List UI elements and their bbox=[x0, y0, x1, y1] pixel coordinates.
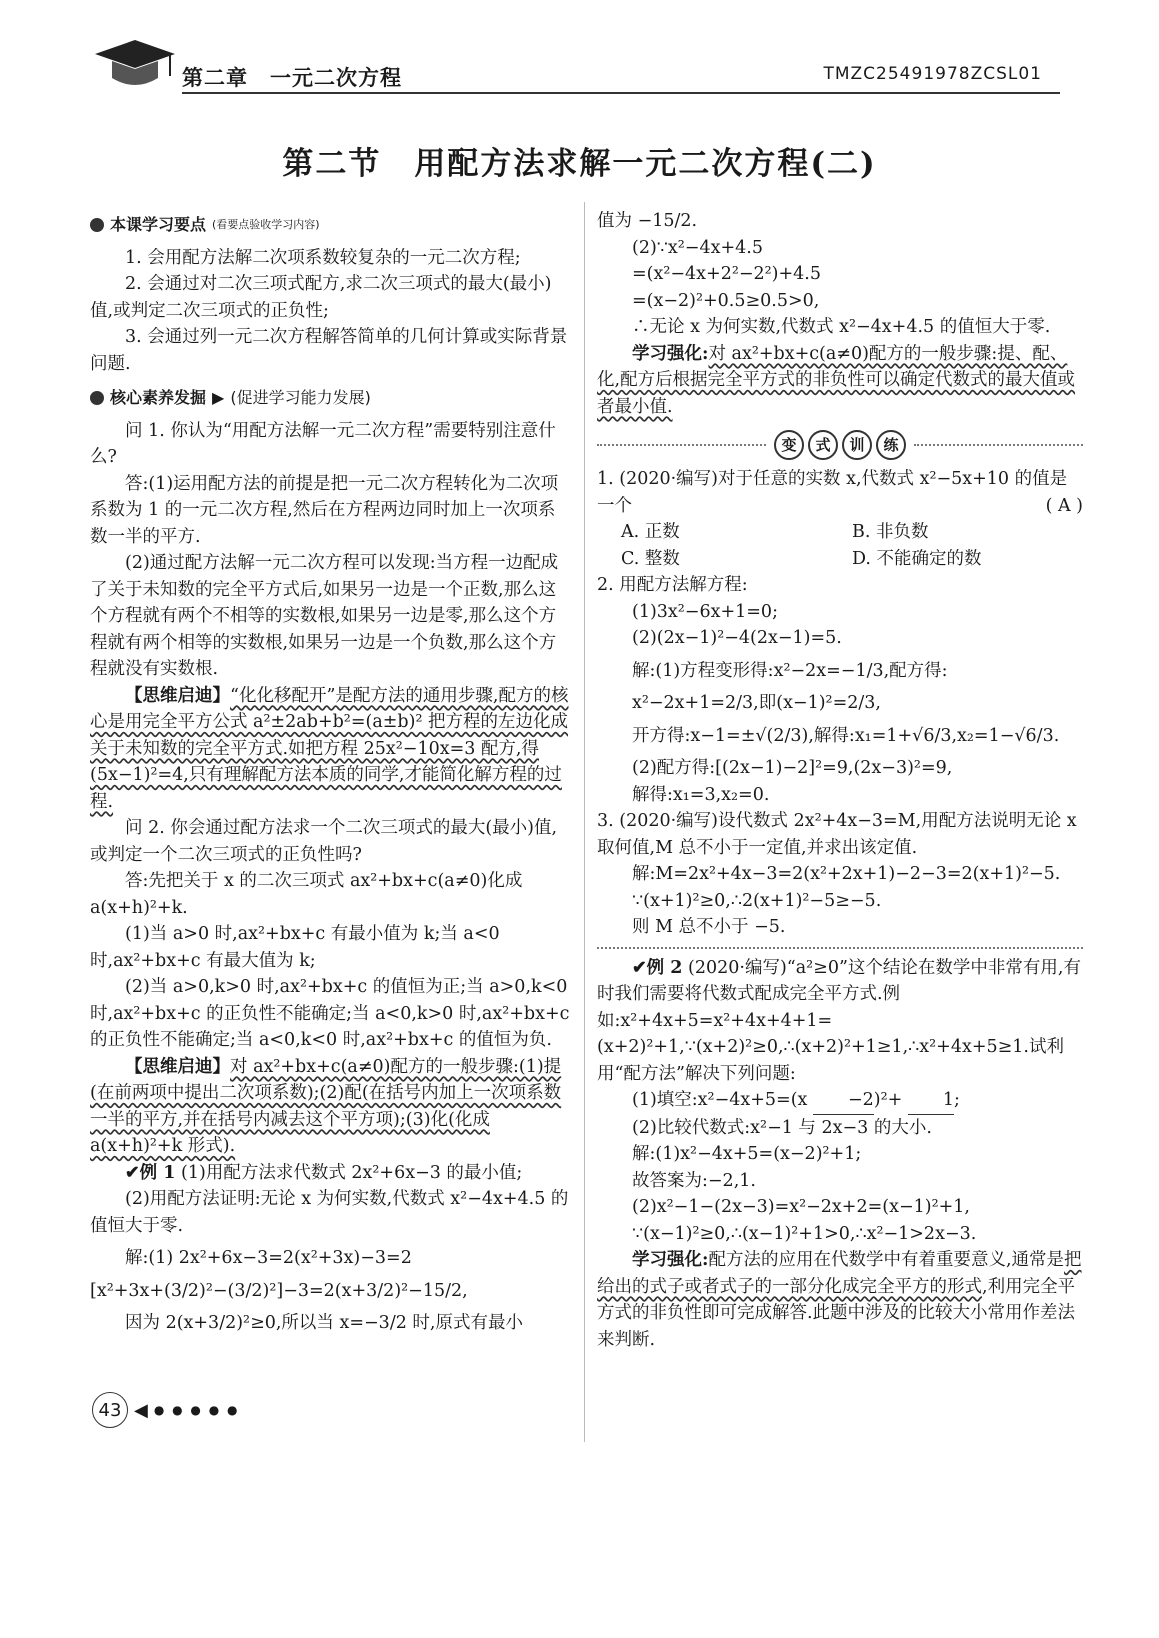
answer-2-intro: 答:先把关于 x 的二次三项式 ax²+bx+c(a≠0)化成 a(x+h)²+k. bbox=[90, 871, 523, 918]
problem-1: 1. (2020·编写)对于任意的实数 x,代数式 x²−5x+10 的值是一个 ( A ) bbox=[597, 469, 1083, 516]
decorative-dots: ● ● ● ● ● bbox=[153, 1403, 240, 1417]
bullet-icon bbox=[90, 218, 104, 232]
dotted-divider bbox=[597, 947, 1083, 949]
problem-2-solution-4: (2)配方得:[(2x−1)−2]²=9,(2x−3)²=9, bbox=[632, 758, 953, 778]
example-1-solution-1: 解:(1) 2x²+6x−3=2(x²+3x)−3=2 bbox=[125, 1248, 412, 1268]
arrow-left-icon: ◀ bbox=[134, 1399, 148, 1421]
page-number: 43 ◀ ● ● ● ● ● bbox=[92, 1392, 239, 1428]
section-title: 第二节 用配方法求解一元二次方程(二) bbox=[282, 146, 877, 182]
hint-2: 【思维启迪】对 ax²+bx+c(a≠0)配方的一般步骤:(1)提(在前两项中提出二次项系数);(2)配(在括号内加上一次项系数一半的平方,并在括号内减去这个平方项);(3)化(化成 a(x+h)²+k 形式). bbox=[90, 1056, 562, 1156]
checkmark-icon: ✔ bbox=[125, 1162, 140, 1183]
column-divider bbox=[584, 202, 585, 1442]
key-points-heading: 本课学习要点 (看要点验收学习内容) bbox=[90, 212, 570, 239]
answer-blank-2: 1 bbox=[908, 1087, 954, 1115]
bullet-icon bbox=[90, 391, 104, 405]
key-point-3: 3. 会通过列一元二次方程解答简单的几何计算或实际背景问题. bbox=[90, 327, 568, 374]
choice-a: A. 正数 bbox=[621, 522, 680, 542]
choice-c: C. 整数 bbox=[621, 548, 680, 569]
problem-2: 2. 用配方法解方程: bbox=[597, 575, 748, 595]
problem-2-solution-5: 解得:x₁=3,x₂=0. bbox=[632, 784, 770, 805]
problem-2-part-2: (2)(2x−1)²−4(2x−1)=5. bbox=[632, 628, 842, 648]
hint-1: 【思维启迪】“化化移配开”是配方法的通用步骤,配方的核心是用完全平方公式 a²±2ab+b²=(a±b)² 把方程的左边化成关于未知数的完全平方式.如把方程 25x²−10x=3 配方,得(5x−1)²=4,只有理解配方法本质的同学,才能简化解方程的过程. bbox=[90, 685, 569, 812]
question-2: 问 2. 你会通过配方法求一个二次三项式的最大(最小)值,或判定一个二次三项式的正负性吗? bbox=[90, 818, 558, 865]
right-column bbox=[597, 208, 1083, 1353]
study-strengthen-2: 学习强化:配方法的应用在代数学中有着重要意义,通常是把给出的式子或者式子的一部分化成完全平方的形式,利用完全平方式的非负性即可完成解答.此题中涉及的比较大小常用作差法来判断. bbox=[597, 1250, 1082, 1350]
checkmark-icon: ✔ bbox=[632, 957, 647, 978]
example-2-solution-2: 故答案为:−2,1. bbox=[632, 1170, 756, 1191]
example-2-question-2: (2)比较代数式:x²−1 与 2x−3 的大小. bbox=[632, 1117, 932, 1138]
problem-2-part-1: (1)3x²−6x+1=0; bbox=[632, 601, 778, 622]
page-header bbox=[90, 36, 1090, 96]
problem-3-solution-2: ∵(x+1)²≥0,∴2(x+1)²−5≥−5. bbox=[632, 890, 882, 911]
example-1-solution-3: 因为 2(x+3/2)²≥0,所以当 x=−3/2 时,原式有最小 bbox=[125, 1313, 523, 1333]
example-2-solution-4: ∵(x−1)²≥0,∴(x−1)²+1>0,∴x²−1>2x−3. bbox=[632, 1223, 977, 1244]
choice-d: D. 不能确定的数 bbox=[852, 548, 982, 569]
example-1-continuation: 值为 −15/2. bbox=[597, 211, 698, 231]
choice-b: B. 非负数 bbox=[852, 522, 929, 542]
chapter-title: 第二章 一元二次方程 bbox=[182, 65, 402, 90]
example-2-solution-1: 解:(1)x²−4x+5=(x−2)²+1; bbox=[632, 1144, 862, 1164]
key-point-2: 2. 会通过对二次三项式配方,求二次三项式的最大(最小)值,或判定二次三项式的正负性; bbox=[90, 274, 552, 321]
drill-banner bbox=[597, 430, 1083, 460]
example-1-question-1: ✔例 1 (1)用配方法求代数式 2x²+6x−3 的最小值; bbox=[125, 1162, 523, 1183]
example-1-part-2-line-3: =(x−2)²+0.5≥0.5>0, bbox=[632, 290, 820, 311]
answer-1-part-2: (2)通过配方法解一元二次方程可以发现:当方程一边配成了关于未知数的完全平方式后,如果另一边是一个正数,那么这个方程就有两个不相等的实数根,如果另一边是零,那么这个方程就有两个相等的实数根,如果另一边是一个负数,那么这个方程就没有实数根. bbox=[90, 553, 559, 679]
example-1-part-2-line-1: (2)∵x²−4x+4.5 bbox=[632, 237, 763, 258]
problem-2-solution-3: 开方得:x−1=±√(2/3),解得:x₁=1+√6/3,x₂=1−√6/3. bbox=[632, 725, 1060, 746]
header-rule bbox=[182, 92, 1060, 94]
example-1-part-2-line-2: =(x²−4x+2²−2²)+4.5 bbox=[632, 264, 821, 284]
question-1: 问 1. 你认为“用配方法解一元二次方程”需要特别注意什么? bbox=[90, 420, 556, 467]
key-point-1: 1. 会用配方法解二次项系数较复杂的一元二次方程; bbox=[125, 247, 521, 268]
left-column bbox=[90, 208, 570, 1343]
answer-blank-1: −2 bbox=[813, 1087, 874, 1115]
arrow-icon: ▶ bbox=[212, 388, 225, 407]
example-1-question-2: (2)用配方法证明:无论 x 为何实数,代数式 x²−4x+4.5 的值恒大于零. bbox=[90, 1189, 569, 1236]
problem-3-solution-3: 则 M 总不小于 −5. bbox=[632, 917, 786, 937]
core-heading: 核心素养发掘 ▶ (促进学习能力发展) bbox=[90, 385, 570, 412]
problem-2-solution-1: 解:(1)方程变形得:x²−2x=−1/3,配方得: bbox=[632, 660, 948, 681]
problem-3-solution-1: 解:M=2x²+4x−3=2(x²+2x+1)−2−3=2(x+1)²−5. bbox=[632, 864, 1061, 884]
example-2-solution-3: (2)x²−1−(2x−3)=x²−2x+2=(x−1)²+1, bbox=[632, 1197, 970, 1217]
problem-2-solution-2: x²−2x+1=2/3,即(x−1)²=2/3, bbox=[632, 693, 881, 713]
answer-2-part-2: (2)当 a>0,k>0 时,ax²+bx+c 的值恒为正;当 a>0,k<0 时,ax²+bx+c 的正负性不能确定;当 a<0,k>0 时,ax²+bx+c 的正负性不能确定;当 a<0,k<0 时,ax²+bx+c 的值恒为负. bbox=[90, 977, 570, 1050]
study-strengthen-1: 学习强化:对 ax²+bx+c(a≠0)配方的一般步骤:提、配、化,配方后根据完全平方式的非负性可以确定代数式的最大值或者最小值. bbox=[597, 343, 1076, 417]
graduation-cap-icon bbox=[90, 36, 180, 96]
example-1-solution-2: [x²+3x+(3/2)²−(3/2)²]−3=2(x+3/2)²−15/2, bbox=[90, 1280, 468, 1301]
document-code: TMZC25491978ZCSL01 bbox=[823, 64, 1042, 84]
answer-1-part-1: 答:(1)运用配方法的前提是把一元二次方程转化为二次项系数为 1 的一元二次方程,然后在方程两边同时加上一次项系数一半的平方. bbox=[90, 473, 559, 547]
example-2-question-1: (1)填空:x²−4x+5=(x −2)²+ 1; bbox=[597, 1087, 1083, 1115]
answer-2-part-1: (1)当 a>0 时,ax²+bx+c 有最小值为 k;当 a<0 时,ax²+bx+c 有最大值为 k; bbox=[90, 924, 500, 971]
example-2: ✔例 2 (2020·编写)“a²≥0”这个结论在数学中非常有用,有时我们需要将代数式配成完全平方式.例如:x²+4x+5=x²+4x+4+1=(x+2)²+1,∵(x+2)²≥0,∴(x+2)²+1≥1,∴x²+4x+5≥1.试利用“配方法”解决下列问题: bbox=[597, 957, 1081, 1084]
problem-3: 3. (2020·编写)设代数式 2x²+4x−3=M,用配方法说明无论 x 取何值,M 总不小于一定值,并求出该定值. bbox=[597, 811, 1077, 858]
example-1-part-2-line-4: ∴无论 x 为何实数,代数式 x²−4x+4.5 的值恒大于零. bbox=[632, 317, 1051, 337]
problem-1-choices bbox=[597, 519, 1083, 572]
drill-badge: 变 式 训 练 bbox=[774, 430, 906, 460]
